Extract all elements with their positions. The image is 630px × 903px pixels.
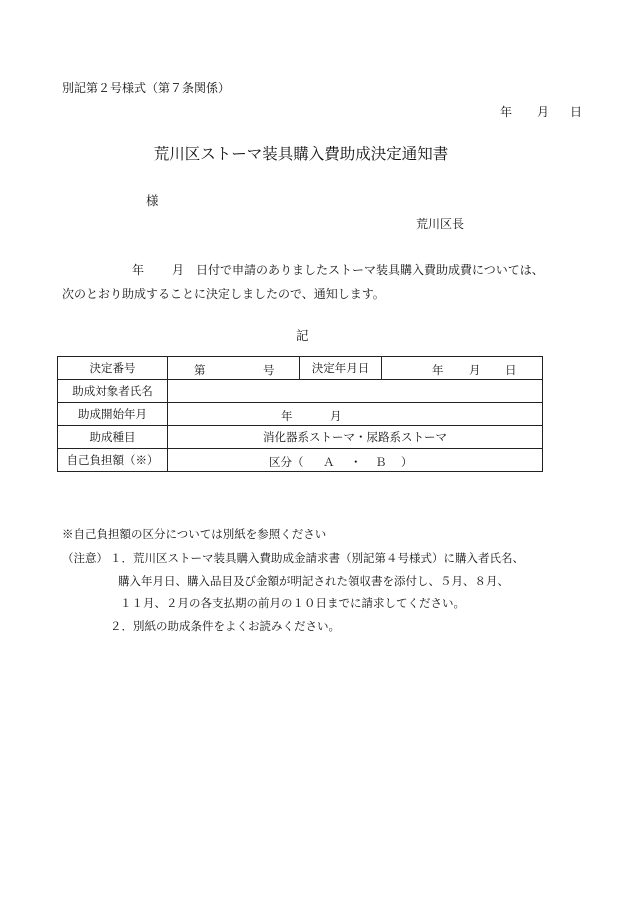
option-b: Ｂ <box>375 455 387 469</box>
table-row-subsidy-type <box>58 426 543 449</box>
decision-month-label: 月 <box>469 363 481 377</box>
kubun-label: 区分（ <box>269 455 304 469</box>
recipient-name-value <box>168 380 543 403</box>
start-month-cell <box>168 403 543 426</box>
caution-item-1-line-1: １．荒川区ストーマ装具購入費助成金請求書（別記第４号様式）に購入者氏名、 <box>110 551 524 565</box>
recipient-name-label: 助成対象者氏名 <box>58 380 168 403</box>
decision-date-label: 決定年月日 <box>300 357 382 380</box>
start-month-unit: 月 <box>330 409 342 423</box>
decision-date-cell <box>382 357 543 380</box>
body-line-2: 次のとおり助成することに決定しましたので、通知します。 <box>62 287 385 301</box>
body-line-1: 日付で申請のありましたストーマ装具購入費助成費については、 <box>196 263 544 277</box>
date-year-label: 年 <box>500 105 513 119</box>
asterisk-note: ※自己負担額の区分については別紙を参照ください <box>62 527 327 541</box>
table-row-recipient-name <box>58 380 543 403</box>
body-year-label: 年 <box>132 263 145 277</box>
recipient-suffix: 様 <box>146 193 159 208</box>
decision-table <box>57 356 543 472</box>
subsidy-type-label: 助成種目 <box>58 426 168 449</box>
option-separator: ・ <box>350 455 362 469</box>
caution-item-1-line-3: １１月、２月の各支払期の前月の１０日までに請求してください。 <box>120 596 465 610</box>
decision-day-label: 日 <box>505 363 517 377</box>
subsidy-type-value: 消化器系ストーマ・尿路系ストーマ <box>168 426 543 449</box>
ki-heading: 記 <box>296 328 309 343</box>
kubun-close: ） <box>401 455 413 469</box>
caution-label: （注意） <box>62 551 108 565</box>
issuer-name: 荒川区長 <box>416 217 465 231</box>
caution-item-1-line-2: 購入年月日、購入品目及び金額が明記された領収書を添付し、５月、８月、 <box>118 574 509 588</box>
decision-number-label: 決定番号 <box>58 357 168 380</box>
decision-number-cell <box>168 357 300 380</box>
date-month-label: 月 <box>537 105 550 119</box>
option-a: Ａ <box>323 455 335 469</box>
start-month-label: 助成開始年月 <box>58 403 168 426</box>
decision-year-label: 年 <box>432 363 444 377</box>
table-row-copayment <box>58 449 543 472</box>
copayment-label: 自己負担額（※） <box>58 449 168 472</box>
start-year-label: 年 <box>281 409 293 423</box>
form-reference: 別記第２号様式（第７条関係） <box>62 81 231 95</box>
date-day-label: 日 <box>570 105 583 119</box>
dai-label: 第 <box>194 363 206 377</box>
body-month-label: 月 <box>172 263 185 277</box>
caution-item-2: ２．別紙の助成条件をよくお読みください。 <box>110 619 340 633</box>
table-row-decision-number <box>58 357 543 380</box>
document-title: 荒川区ストーマ装具購入費助成決定通知書 <box>153 145 449 163</box>
go-label: 号 <box>263 363 275 377</box>
copayment-cell <box>168 449 543 472</box>
table-row-start-month <box>58 403 543 426</box>
